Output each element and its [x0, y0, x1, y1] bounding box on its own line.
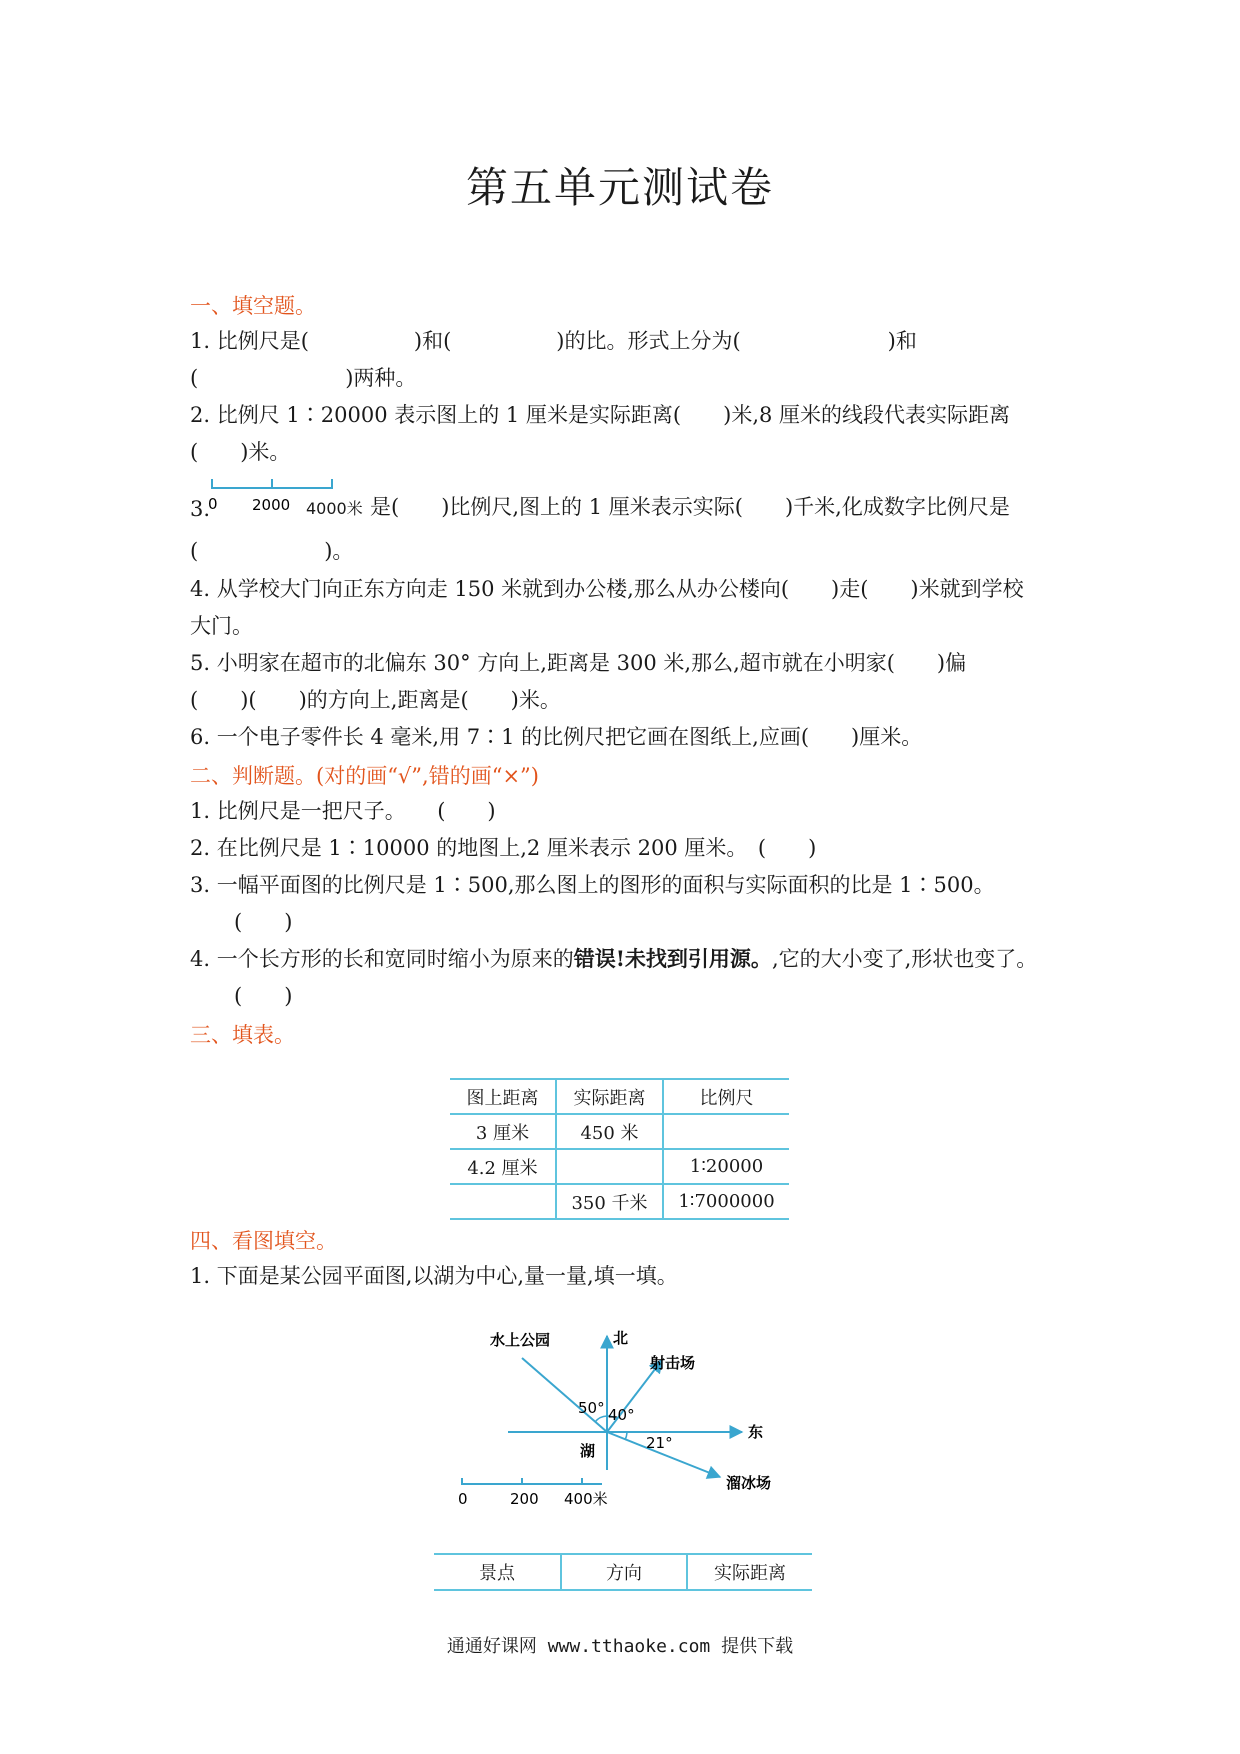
q4-1: 1. 下面是某公园平面图,以湖为中心,量一量,填一填。 — [190, 1264, 678, 1288]
table-header-cell: 比例尺 — [663, 1079, 789, 1114]
q2-3-line1: 3. 一幅平面图的比例尺是 1∶500,那么图上的图形的面积与实际面积的比是 1∶500。 — [190, 873, 995, 897]
table-header-row — [450, 1079, 789, 1114]
footer-credit: 通通好课网 www.tthaoke.com 提供下载 — [446, 1636, 794, 1657]
table-header-row — [434, 1554, 812, 1590]
table-cell — [556, 1149, 663, 1184]
q1-5-line2: ( )( )的方向上,距离是( )米。 — [190, 688, 561, 712]
scenic-spot-table — [434, 1553, 812, 1591]
table-header-cell: 景点 — [434, 1554, 561, 1590]
map-label-east: 东 — [748, 1423, 764, 1441]
map-angle-3: 21° — [646, 1434, 673, 1452]
scale-label-0: 0 — [208, 495, 218, 513]
q1-2-line1: 2. 比例尺 1∶20000 表示图上的 1 厘米是实际距离( )米,8 厘米的线段代表实际距离 — [190, 403, 1011, 427]
park-map-diagram — [450, 1320, 810, 1520]
table-cell: 350 千米 — [556, 1184, 663, 1219]
table-cell: 1∶7000000 — [663, 1184, 789, 1219]
q2-2: 2. 在比例尺是 1∶10000 的地图上,2 厘米表示 200 厘米。 ( ) — [190, 836, 817, 860]
scale-label-1: 2000 — [252, 496, 291, 514]
table-cell: 450 米 — [556, 1114, 663, 1149]
q1-2-line2: ( )米。 — [190, 440, 291, 464]
ray-water-park — [522, 1358, 607, 1432]
table-row — [450, 1114, 789, 1149]
map-label-shooting: 射击场 — [650, 1354, 696, 1372]
q1-3-text: 是( )比例尺,图上的 1 厘米表示实际( )千米,化成数字比例尺是 — [370, 495, 1010, 519]
q1-3-line2: ( )。 — [190, 539, 354, 563]
q2-4-pre: 4. 一个长方形的长和宽同时缩小为原来的 — [190, 947, 574, 971]
page-title: 第五单元测试卷 — [465, 163, 774, 212]
q1-4-line2: 大门。 — [190, 614, 253, 638]
table-cell — [663, 1114, 789, 1149]
q2-4-line2: ( ) — [234, 984, 293, 1008]
map-label-north: 北 — [613, 1329, 629, 1347]
section1-heading: 一、填空题。 — [190, 294, 316, 318]
table-header-cell: 实际距离 — [687, 1554, 812, 1590]
q2-4-line1 — [190, 945, 1037, 973]
scale-fill-table — [450, 1078, 789, 1220]
q2-4-post: ,它的大小变了,形状也变了。 — [771, 947, 1038, 971]
section4-heading: 四、看图填空。 — [190, 1229, 337, 1253]
q2-4-error-ref: 错误!未找到引用源。 — [573, 946, 772, 971]
q1-3-prefix: 3. — [190, 497, 211, 521]
map-scale-label-1: 200 — [510, 1490, 539, 1508]
map-angle-2: 40° — [608, 1406, 635, 1424]
table-cell: 3 厘米 — [450, 1114, 556, 1149]
table-cell — [450, 1184, 556, 1219]
q2-3-line2: ( ) — [234, 910, 293, 934]
map-scale-label-2: 400米 — [564, 1490, 608, 1508]
q1-1-line2: ( )两种。 — [190, 366, 417, 390]
q2-1: 1. 比例尺是一把尺子。 ( ) — [190, 799, 496, 823]
map-scale-label-0: 0 — [458, 1490, 468, 1508]
section3-heading: 三、填表。 — [190, 1023, 295, 1047]
q1-5-line1: 5. 小明家在超市的北偏东 30° 方向上,距离是 300 米,那么,超市就在小明家( )偏 — [190, 651, 967, 675]
table-header-cell: 实际距离 — [556, 1079, 663, 1114]
map-label-lake: 湖 — [580, 1442, 596, 1460]
table-header-cell: 图上距离 — [450, 1079, 556, 1114]
table-row — [450, 1149, 789, 1184]
q1-3-scale-end: 4000米 — [306, 499, 363, 518]
section2-heading: 二、判断题。(对的画“√”,错的画“×”) — [190, 764, 539, 788]
table-cell: 4.2 厘米 — [450, 1149, 556, 1184]
table-cell: 1∶20000 — [663, 1149, 789, 1184]
q1-4-line1: 4. 从学校大门向正东方向走 150 米就到办公楼,那么从办公楼向( )走( )米就到学校 — [190, 577, 1024, 601]
table-row — [450, 1184, 789, 1219]
q1-6-line1: 6. 一个电子零件长 4 毫米,用 7∶1 的比例尺把它画在图纸上,应画( )厘米。 — [190, 725, 923, 749]
map-angle-1: 50° — [578, 1399, 605, 1417]
q1-1-line1: 1. 比例尺是( )和( )的比。形式上分为( )和 — [190, 329, 917, 353]
map-label-water-park: 水上公园 — [490, 1331, 551, 1349]
map-label-skating: 溜冰场 — [726, 1474, 772, 1492]
table-header-cell: 方向 — [561, 1554, 687, 1590]
